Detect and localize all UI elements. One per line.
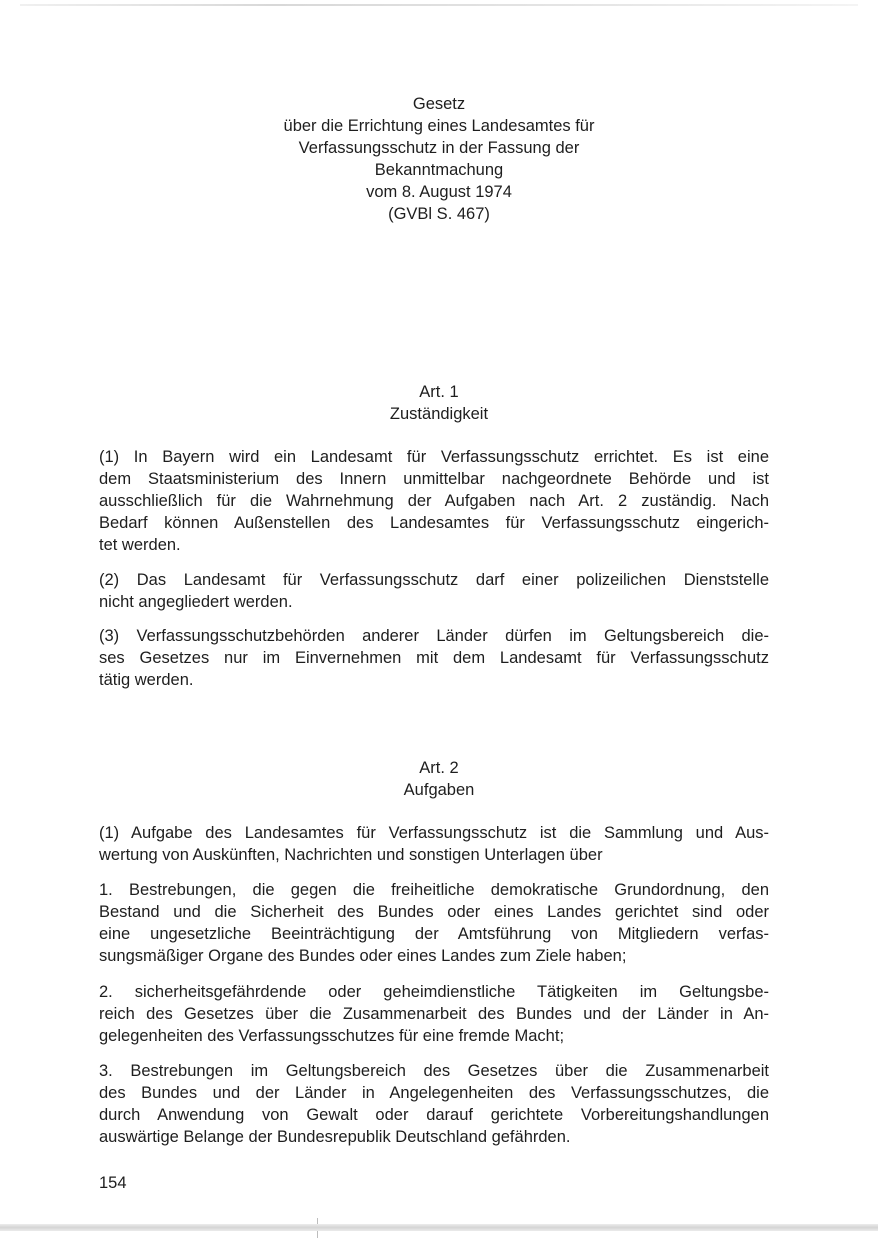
text-line: 1. Bestrebungen, die gegen die freiheitliche demokratische Grundordnung, den: [99, 881, 769, 899]
title-line: Gesetz: [412, 95, 466, 113]
article-2-paragraph-1: [99, 822, 769, 866]
title-line: Bekanntmachung: [374, 161, 504, 179]
text-line: (1) Aufgabe des Landesamtes für Verfassungsschutz ist die Sammlung und Aus-: [99, 824, 769, 842]
text-line: (2) Das Landesamt für Verfassungsschutz darf einer polizeilichen Dienststelle: [99, 571, 769, 589]
text-line: auswärtige Belange der Bundesrepublik Deutschland gefährden.: [99, 1128, 571, 1146]
text-line: gelegenheiten des Verfassungsschutzes für eine fremde Macht;: [99, 1027, 565, 1045]
article-1-paragraph-2: [99, 569, 769, 613]
article-1-heading: [300, 381, 578, 425]
text-line: 2. sicherheitsgefährdende oder geheimdienstliche Tätigkeiten im Geltungsbe-: [99, 983, 769, 1001]
article-title: Zuständigkeit: [389, 405, 489, 423]
scan-edge-bottom: [0, 1224, 878, 1231]
text-line: tätig werden.: [99, 671, 194, 689]
text-line: (3) Verfassungsschutzbehörden anderer Länder dürfen im Geltungsbereich die-: [99, 627, 769, 645]
scan-edge-top: [20, 4, 858, 6]
text-line: dem Staatsministerium des Innern unmittelbar nachgeordnete Behörde und ist: [99, 470, 769, 488]
text-line: Bestand und die Sicherheit des Bundes oder eines Landes gerichtet sind oder: [99, 903, 769, 921]
article-2-item-3: [99, 1060, 769, 1148]
title-line: vom 8. August 1974: [366, 183, 512, 201]
text-line: Bedarf können Außenstellen des Landesamtes für Verfassungsschutz eingerich-: [99, 514, 769, 532]
text-line: nicht angegliedert werden.: [99, 593, 293, 611]
document-title: [200, 93, 678, 225]
article-2-item-2: [99, 981, 769, 1047]
text-line: 3. Bestrebungen im Geltungsbereich des Gesetzes über die Zusammenarbeit: [99, 1062, 769, 1080]
title-line: Verfassungsschutz in der Fassung der: [298, 139, 580, 157]
page-number: 154: [99, 1174, 127, 1192]
text-line: des Bundes und der Länder in Angelegenheiten des Verfassungsschutzes, die: [99, 1084, 769, 1102]
article-2-heading: [300, 757, 578, 801]
article-2-item-1: [99, 879, 769, 967]
article-1-paragraph-3: [99, 625, 769, 691]
text-line: durch Anwendung von Gewalt oder darauf gerichtete Vorbereitungshandlungen: [99, 1106, 769, 1124]
text-line: reich des Gesetzes über die Zusammenarbeit des Bundes und der Länder in An-: [99, 1005, 769, 1023]
text-line: wertung von Auskünften, Nachrichten und sonstigen Unterlagen über: [99, 846, 603, 864]
text-line: ses Gesetzes nur im Einvernehmen mit dem Landesamt für Verfassungsschutz: [99, 649, 769, 667]
text-line: sungsmäßiger Organe des Bundes oder eines Landes zum Ziele haben;: [99, 947, 627, 965]
article-number: Art. 2: [419, 759, 459, 777]
article-1-paragraph-1: [99, 446, 769, 556]
text-line: ausschließlich für die Wahrnehmung der Aufgaben nach Art. 2 zuständig. Nach: [99, 492, 769, 510]
article-title: Aufgaben: [403, 781, 475, 799]
title-line: über die Errichtung eines Landesamtes für: [283, 117, 595, 135]
text-line: (1) In Bayern wird ein Landesamt für Verfassungsschutz errichtet. Es ist eine: [99, 448, 769, 466]
title-line: (GVBl S. 467): [388, 205, 490, 223]
text-line: eine ungesetzliche Beeinträchtigung der Amtsführung von Mitgliedern verfas-: [99, 925, 769, 943]
article-number: Art. 1: [419, 383, 459, 401]
text-line: tet werden.: [99, 536, 181, 554]
